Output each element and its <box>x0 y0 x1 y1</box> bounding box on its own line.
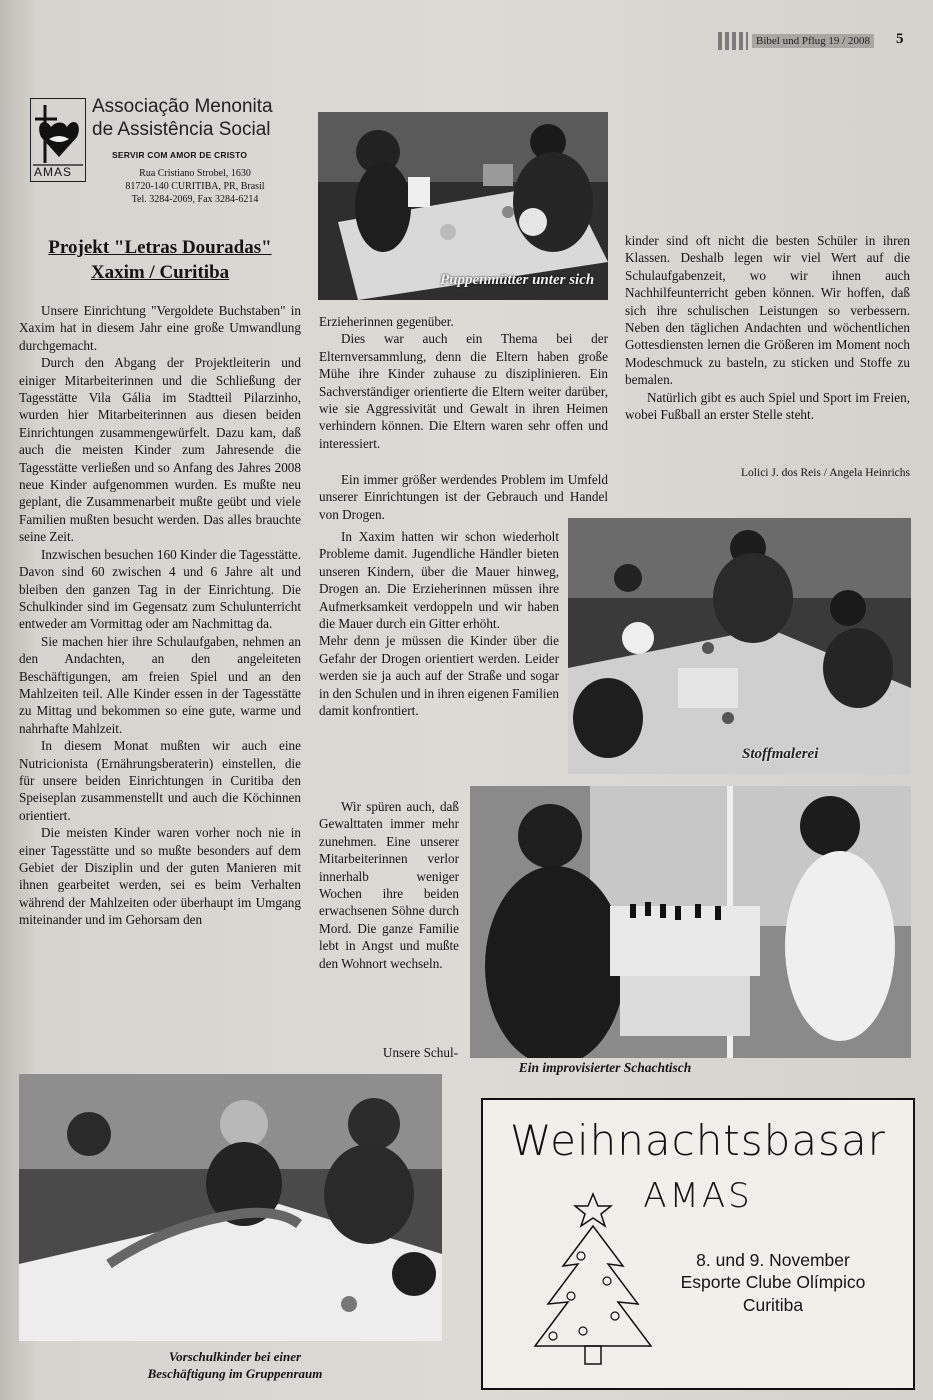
photo-schachtisch <box>470 786 911 1058</box>
photo-puppenmuetter <box>318 112 608 300</box>
photo-caption-line: Beschäftigung im Gruppenraum <box>147 1366 323 1381</box>
paragraph: Erzieherinnen gegenüber. <box>319 314 454 329</box>
article-column-2-end <box>343 1044 458 1061</box>
amas-logo <box>30 98 86 182</box>
paragraph: In diesem Monat mußten wir auch eine Nutricionista (Ernährungsberaterin) einstellen, die für unsere beiden Einrichtungen in Curitiba den Speiseplan zusammenstellt und auch die Köchinnen orientiert. <box>19 738 301 823</box>
address-line: Tel. 3284-2069, Fax 3284-6214 <box>131 194 259 205</box>
ad-title: Weihnachtsbasar <box>510 1116 886 1165</box>
paragraph: Natürlich gibt es auch Spiel und Sport im Freien, wobei Fußball an erster Stelle steht. <box>625 389 910 423</box>
paragraph: kinder sind oft nicht die besten Schüler in ihren Klassen. Deshalb legen wir viel Wert auf die Schulaufgabenzeit, wo wir ihnen auch Nachhilfeunterricht geben können. Wir hoffen, daß sich ihre schulischen Leistungen so verbessern. Neben den täglichen Andachten und wöchentlichen Gottesdiensten lernen die Größeren im Moment noch Modeschmuck zu basteln, zu sticken und Stoffe zu bemalen. <box>625 233 910 388</box>
paragraph: Sie machen hier ihre Schulaufgaben, nehmen an den Andachten, an den angeleiteten Beschäftigungen, am freien Spiel und an den Mahlzeiten teil. Alle Kinder essen in der Tagesstätte zu Mittag und bekommen so eine gute, warme und nahrhafte Mahlzeit. <box>19 633 301 736</box>
article-column-2-xaxim <box>319 528 559 719</box>
address-line: 81720-140 CURITIBA, PR, Brasil <box>125 181 265 192</box>
paragraph: In Xaxim hatten wir schon wiederholt Probleme damit. Jugendliche Händler bieten unseren Kindern, über die Mauer hinweg, Drogen an. Die Erzieherinnen müssen ihre Aufmerksamkeit verdoppeln und wir haben die Mauer durch ein Gitter erhöht. <box>319 529 559 632</box>
paragraph: Unsere Schul- <box>382 1045 458 1060</box>
org-name-line1: Associação Menonita <box>92 96 273 117</box>
publication-label: Bibel und Pflug 19 / 2008 <box>752 34 874 48</box>
article-column-2-drugs <box>319 471 608 523</box>
logo-text: AMAS <box>34 165 73 179</box>
ad-venue: Esporte Clube Olímpico <box>680 1272 866 1292</box>
org-motto: SERVIR COM AMOR DE CRISTO <box>112 150 248 160</box>
address-line: Rua Cristiano Strobel, 1630 <box>139 168 251 179</box>
paragraph: Ein immer größer werdendes Problem im Umfeld unserer Einrichtungen ist der Gebrauch und Handel von Drogen. <box>319 472 608 522</box>
author-credit: Lolici J. dos Reis / Angela Heinrichs <box>741 467 910 479</box>
photo-caption-inline: Puppenmütter unter sich <box>440 272 595 288</box>
org-name-line2: de Assistência Social <box>92 119 271 140</box>
photo-caption <box>120 1348 350 1382</box>
article-column-3 <box>625 232 910 423</box>
article-column-1 <box>19 302 301 929</box>
photo-stoffmalerei <box>568 518 911 774</box>
paragraph: Die meisten Kinder waren vorher noch nie in einer Tagesstätte und so mußte besonders auf dem Gebiet der Disziplin und der guten Manieren mit ihnen gearbeitet werden, sei es beim Verhalten während der Mahlzeiten oder überhaupt im Umgang miteinander und im Gehorsam den <box>19 825 301 928</box>
page-number: 5 <box>896 31 904 47</box>
article-title: Projekt "Letras Douradas" <box>48 237 272 258</box>
paragraph: Dies war auch ein Thema bei der Elternversammlung, denn die Eltern haben große Mühe ihre Kinder zuhause zu disziplinieren. Ein Sachverständiger orientierte die Eltern weiter darüber, wie sie Aggressivität und Gewalt in ihren Heimen verhindern können. Die Eltern waren sehr offen und interessiert. <box>319 331 608 451</box>
christmas-tree-icon <box>523 1186 663 1376</box>
page-header <box>718 30 908 52</box>
photo-caption-inline: Stoffmalerei <box>742 746 819 762</box>
weihnachtsbasar-ad <box>481 1098 915 1390</box>
ad-date: 8. und 9. November <box>696 1250 850 1270</box>
photo-caption-line: Vorschulkinder bei einer <box>168 1349 302 1364</box>
photo-caption: Ein improvisierter Schachtisch <box>518 1060 692 1075</box>
paragraph: Mehr denn je müssen die Kinder über die Gefahr der Drogen orientiert werden. Leider werden sie ja auch auf der Straße und sogar in den Schulen und in ihren eigenen Familien damit konfrontiert. <box>319 633 559 719</box>
paragraph: Inzwischen besuchen 160 Kinder die Tagesstätte. Davon sind 60 zwischen 4 und 6 Jahre alt und bleiben den ganzen Tag in der Einrichtung. Die Schulkinder sind im Gegensatz zum Schulunterricht entweder am Vormittag oder am Nachmittag da. <box>19 546 301 632</box>
ad-city: Curitiba <box>742 1295 804 1315</box>
article-subtitle: Xaxim / Curitiba <box>90 262 230 283</box>
article-column-2-violence <box>319 798 459 972</box>
header-bars <box>718 32 748 50</box>
photo-vorschulkinder <box>19 1074 442 1341</box>
ad-subtitle: AMAS <box>643 1176 753 1216</box>
paragraph: Unsere Einrichtung "Vergoldete Buchstaben" in Xaxim hat in diesem Jahr eine große Umwandlung durchgemacht. <box>19 303 301 353</box>
paragraph: Wir spüren auch, daß Gewalttaten immer mehr zunehmen. Eine unserer Mitarbeiterinnen verlor innerhalb weniger Wochen ihre beiden erwachsenen Söhne durch Mord. Die ganze Familie lebt in Angst und mußte den Wohnort wechseln. <box>319 799 459 971</box>
paragraph: Durch den Abgang der Projektleiterin und einiger Mitarbeiterinnen und die Schließung der Tagesstätte Vila Gália im Stadtteil Pilarzinho, wurden hier Mitarbeiterinnen aus diesen beiden Einrichtungen zusammengewürfelt. Dazu kam, daß auch die meisten Kinder zum Jahresende die Tagesstätte verließen und so Anfang des Jahres 2008 neue Kinder aufgenommen wurden. Es mußte neu geplant, die Zusammenarbeit mußte geübt und viele Familien mußten besucht werden. Das alles brauchte seine Zeit. <box>19 355 301 545</box>
article-column-2-top <box>319 313 608 452</box>
